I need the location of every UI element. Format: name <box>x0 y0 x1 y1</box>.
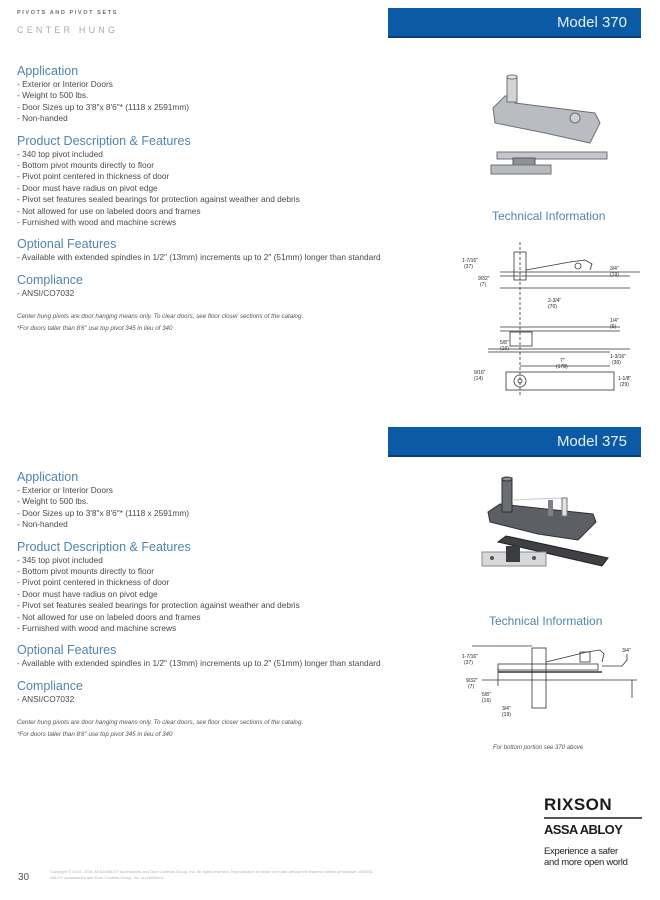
svg-text:1-3/16": 1-3/16" <box>610 354 626 360</box>
svg-text:(37): (37) <box>464 660 473 666</box>
svg-text:(29): (29) <box>620 382 629 388</box>
application-heading: Application <box>17 64 79 78</box>
svg-text:1-7/16": 1-7/16" <box>462 258 478 264</box>
svg-text:9/32": 9/32" <box>466 678 478 684</box>
assa-abloy-logo: ASSA ABLOY <box>544 822 623 837</box>
svg-text:(19): (19) <box>502 712 511 718</box>
svg-text:9/16": 9/16" <box>474 370 486 376</box>
model-label: Model 375 <box>556 433 627 450</box>
application-list <box>17 79 417 125</box>
svg-text:1-7/16": 1-7/16" <box>462 654 478 660</box>
list-item: - Door Sizes up to 3'8"x 8'6"* (1118 x 2591mm) <box>17 102 417 113</box>
list-item: - Exterior or Interior Doors <box>17 79 417 90</box>
footnote: Center hung pivots are door hanging means only. To clear doors, see floor closer sections of the catalog. <box>17 719 304 727</box>
features-heading: Product Description & Features <box>17 539 191 554</box>
list-item: - Door must have radius on pivot edge <box>17 183 417 194</box>
optional-heading: Optional Features <box>17 237 117 252</box>
svg-text:(19): (19) <box>610 272 619 278</box>
svg-text:5/8": 5/8" <box>500 340 509 346</box>
model-370-technical-drawing <box>460 232 645 402</box>
model-label: Model 370 <box>556 14 627 31</box>
optional-list <box>17 252 417 263</box>
category-title: CENTER HUNG <box>17 25 119 35</box>
copyright-text: Copyright © 2016, 2018, ASSA ABLOY Accessories and Door Controls Group, Inc. All rights reserved. Reproduction in whole or in part without the express written permission of ASSA ABLOY Accessories and Door Controls Group, Inc. is prohibited. <box>50 869 373 880</box>
list-item: - Furnished with wood and machine screws <box>17 623 417 634</box>
svg-text:3/4": 3/4" <box>622 648 631 654</box>
features-heading: Product Description & Features <box>17 133 191 148</box>
svg-text:5/8": 5/8" <box>482 692 491 698</box>
tagline-line-2: and more open world <box>544 857 628 868</box>
list-item: - Available with extended spindles in 1/2" (13mm) increments up to 2" (51mm) longer than standard <box>17 658 417 669</box>
compliance-list <box>17 288 417 299</box>
list-item: - Weight to 500 lbs. <box>17 90 417 101</box>
svg-text:(16): (16) <box>482 698 491 704</box>
model-375-header <box>388 427 641 457</box>
svg-text:(6): (6) <box>610 324 617 330</box>
svg-text:(70): (70) <box>548 304 557 310</box>
list-item: - Not allowed for use on labeled doors and frames <box>17 612 417 623</box>
model-370-header <box>388 8 641 38</box>
list-item: - Door must have radius on pivot edge <box>17 589 417 600</box>
list-item: - Bottom pivot mounts directly to floor <box>17 160 417 171</box>
svg-text:1/4": 1/4" <box>610 318 619 324</box>
list-item: - Non-handed <box>17 519 417 530</box>
list-item: - ANSI/CO7032 <box>17 288 417 299</box>
svg-text:(7): (7) <box>480 282 487 288</box>
features-list <box>17 555 417 635</box>
list-item: - Not allowed for use on labeled doors and frames <box>17 206 417 217</box>
svg-text:7": 7" <box>560 358 565 364</box>
application-heading: Application <box>17 470 79 484</box>
footnote: Center hung pivots are door hanging means only. To clear doors, see floor closer sections of the catalog. <box>17 313 304 321</box>
optional-heading: Optional Features <box>17 643 117 658</box>
list-item: - Pivot point centered in thickness of door <box>17 171 417 182</box>
svg-text:(16): (16) <box>500 346 509 352</box>
model-375-specs <box>17 470 417 741</box>
svg-text:(14): (14) <box>474 376 483 382</box>
list-item: - Furnished with wood and machine screws <box>17 217 417 228</box>
list-item: - Exterior or Interior Doors <box>17 485 417 496</box>
brand-divider <box>544 817 642 819</box>
svg-text:1-1/8": 1-1/8" <box>618 376 632 382</box>
svg-text:2-3/4": 2-3/4" <box>548 298 562 304</box>
list-item: - Bottom pivot mounts directly to floor <box>17 566 417 577</box>
list-item: - Non-handed <box>17 113 417 124</box>
model-370-product-image <box>485 68 615 178</box>
list-item: - ANSI/CO7032 <box>17 694 417 705</box>
svg-text:3/4": 3/4" <box>502 706 511 712</box>
svg-text:3/4": 3/4" <box>610 266 619 272</box>
footnote: *For doors taller than 8'6" use top pivot 345 in lieu of 340 <box>17 731 173 739</box>
list-item: - Pivot set features sealed bearings for protection against weather and debris <box>17 194 417 205</box>
model-370-specs <box>17 64 417 335</box>
page-number: 30 <box>18 872 30 883</box>
rixson-logo: RIXSON <box>544 795 613 814</box>
svg-text:(7): (7) <box>468 684 475 690</box>
svg-text:9/32": 9/32" <box>478 276 490 282</box>
brand-tagline <box>544 846 644 868</box>
bottom-portion-note: For bottom portion see 370 above <box>493 745 584 751</box>
list-item: - Pivot set features sealed bearings for protection against weather and debris <box>17 600 417 611</box>
tagline-line-1: Experience a safer <box>544 846 618 857</box>
compliance-list <box>17 694 417 705</box>
svg-text:(37): (37) <box>464 264 473 270</box>
optional-list <box>17 658 417 669</box>
list-item: - Pivot point centered in thickness of door <box>17 577 417 588</box>
svg-text:(178): (178) <box>556 364 568 370</box>
list-item: - Door Sizes up to 3'8"x 8'6"* (1118 x 2591mm) <box>17 508 417 519</box>
list-item: - Weight to 500 lbs. <box>17 496 417 507</box>
footnote: *For doors taller than 8'6" use top pivot 345 in lieu of 340 <box>17 325 173 333</box>
model-375-technical-drawing <box>462 640 652 740</box>
technical-info-heading: Technical Information <box>489 614 603 628</box>
list-item: - Available with extended spindles in 1/2" (13mm) increments up to 2" (51mm) longer than standard <box>17 252 417 263</box>
compliance-heading: Compliance <box>17 678 84 693</box>
compliance-heading: Compliance <box>17 272 84 287</box>
list-item: - 345 top pivot included <box>17 555 417 566</box>
section-kicker: PIVOTS AND PIVOT SETS <box>17 10 118 16</box>
svg-text:(30): (30) <box>612 360 621 366</box>
model-375-product-image <box>478 472 618 582</box>
brand-block <box>544 796 644 868</box>
list-item: - 340 top pivot included <box>17 149 417 160</box>
application-list <box>17 485 417 531</box>
technical-info-heading: Technical Information <box>492 209 606 223</box>
features-list <box>17 149 417 229</box>
